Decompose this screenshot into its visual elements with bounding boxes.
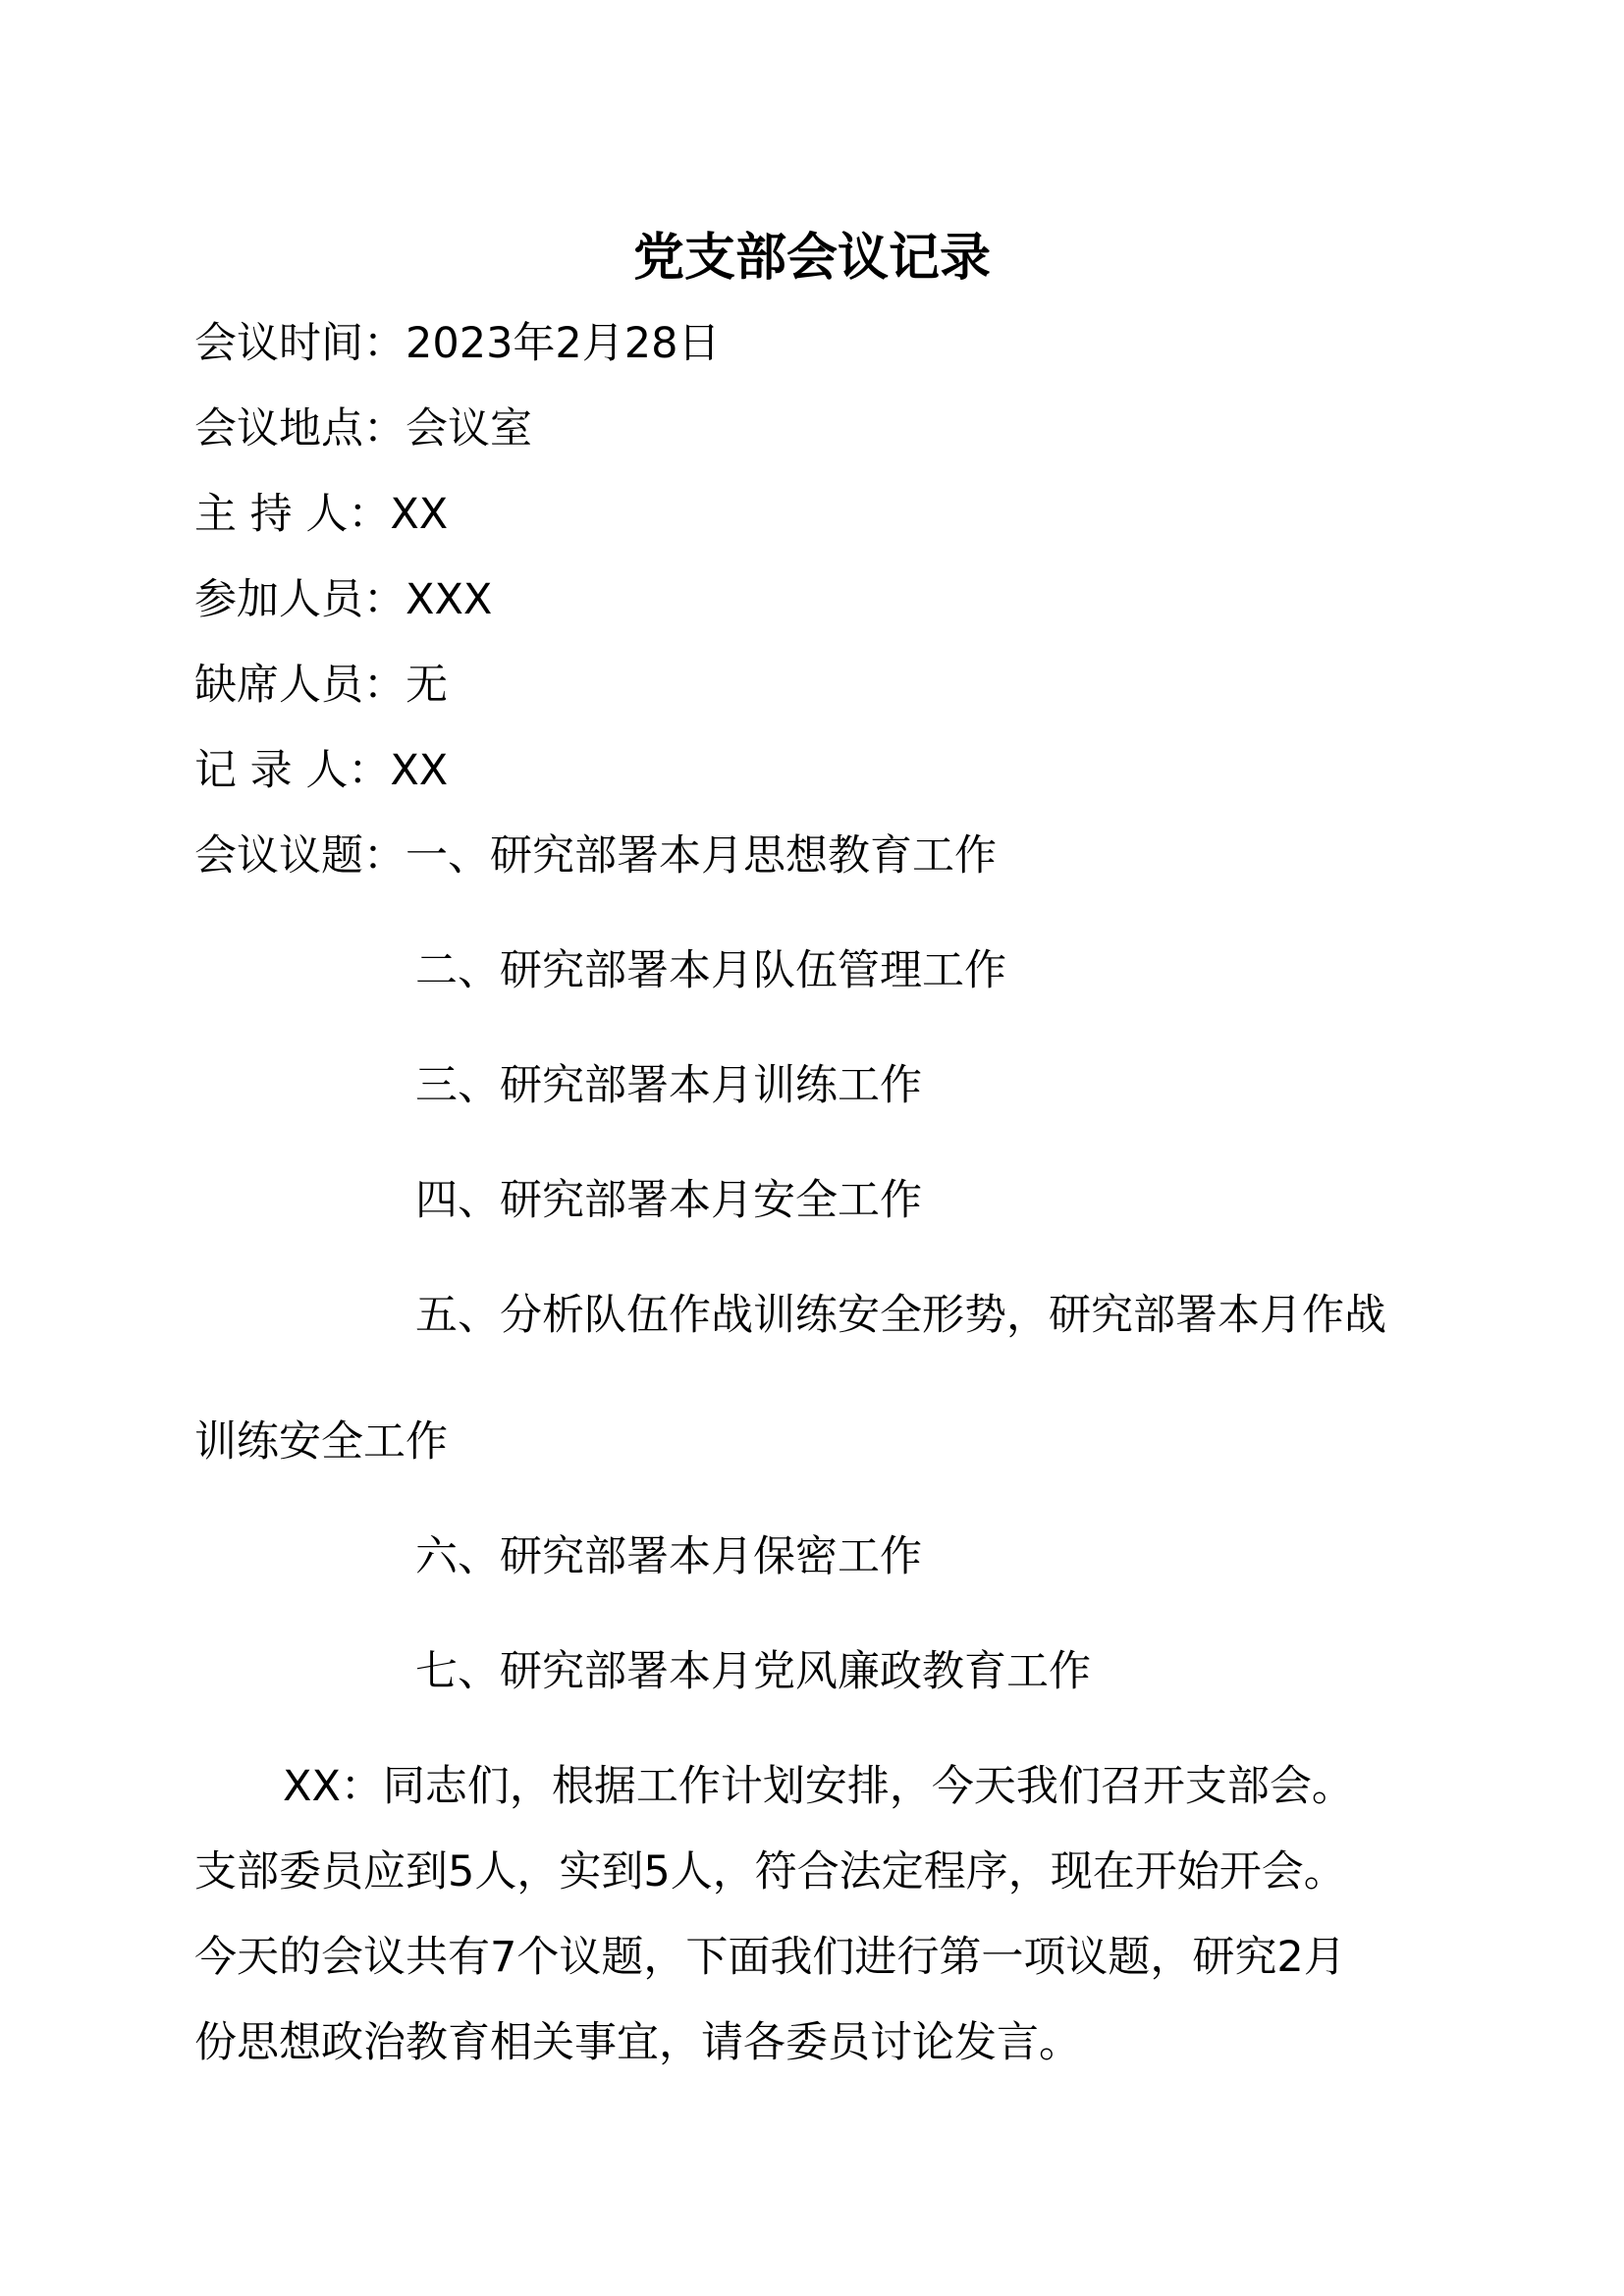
paragraph-line: 份思想政治教育相关事宜，请各委员讨论发言。 — [194, 2018, 1081, 2067]
document-title: 党支部会议记录 — [632, 229, 991, 288]
topic-item: 五、分析队伍作战训练安全形势，研究部署本月作战 — [415, 1291, 1386, 1340]
paragraph-line: 支部委员应到5人，实到5人，符合法定程序，现在开始开会。 — [194, 1847, 1346, 1896]
meeting-absentees: 缺席人员：无 — [194, 661, 448, 710]
topic-item: 三、研究部署本月训练工作 — [415, 1061, 922, 1110]
meeting-host: 主 持 人：XX — [194, 490, 449, 539]
meeting-time: 会议时间：2023年2月28日 — [194, 319, 721, 368]
meeting-topics-label: 会议议题：一、研究部署本月思想教育工作 — [194, 831, 997, 881]
topic-item: 四、研究部署本月安全工作 — [415, 1176, 922, 1225]
paragraph-line: 今天的会议共有7个议题，下面我们进行第一项议题，研究2月 — [194, 1933, 1346, 1982]
meeting-recorder: 记 录 人：XX — [194, 746, 449, 795]
meeting-attendees: 参加人员：XXX — [194, 575, 493, 624]
topic-item-continuation: 训练安全工作 — [194, 1417, 448, 1467]
topic-item: 六、研究部署本月保密工作 — [415, 1532, 922, 1581]
meeting-location: 会议地点：会议室 — [194, 404, 532, 454]
topic-item: 七、研究部署本月党风廉政教育工作 — [415, 1647, 1091, 1696]
paragraph-line: XX：同志们，根据工作计划安排，今天我们召开支部会。 — [283, 1762, 1354, 1811]
topic-item: 二、研究部署本月队伍管理工作 — [415, 946, 1006, 995]
